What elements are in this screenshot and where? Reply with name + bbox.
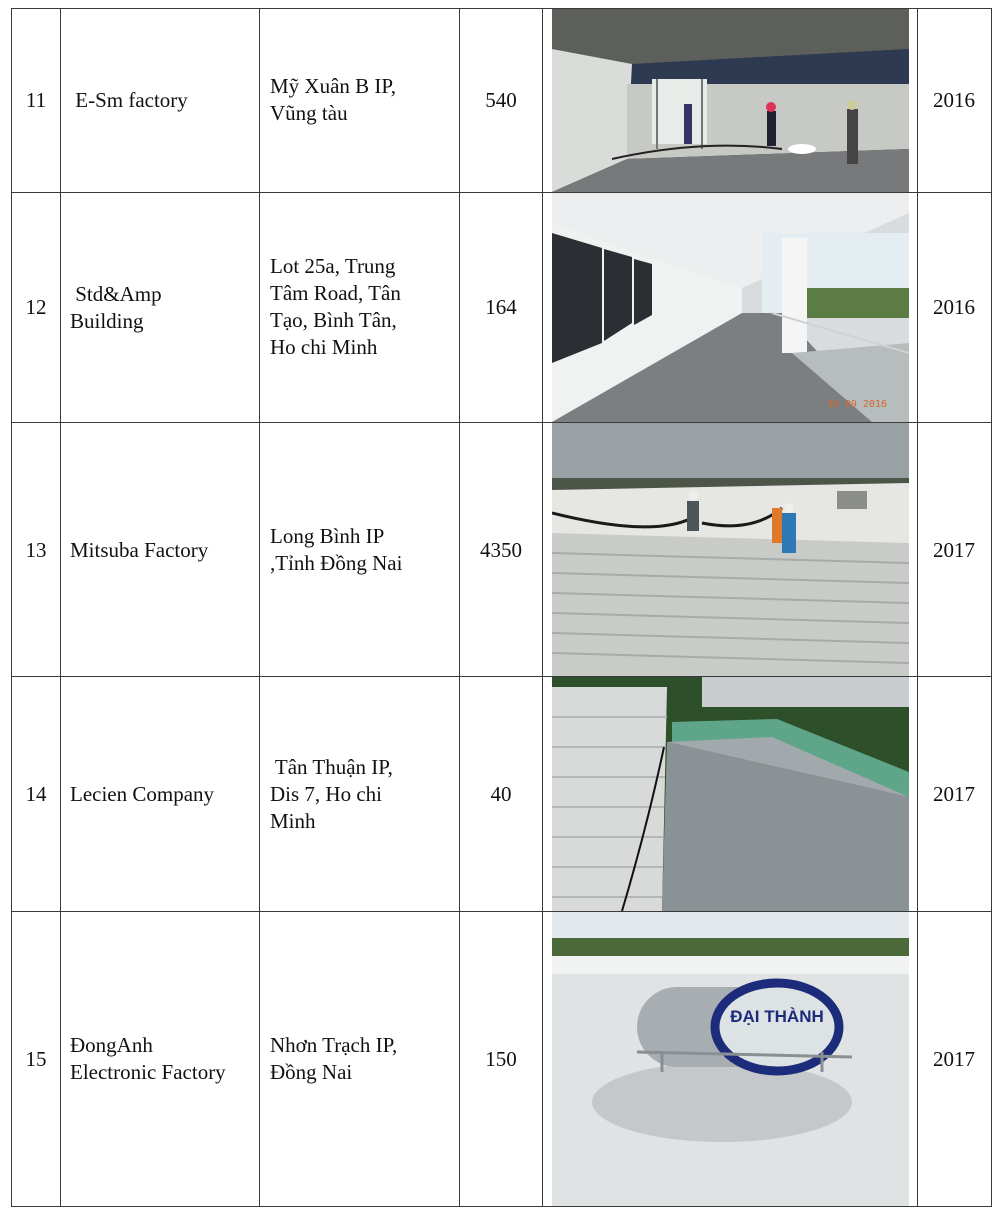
water-tank-photo	[552, 912, 909, 1206]
project-year: 2017	[933, 782, 975, 806]
project-location: Mỹ Xuân B IP, Vũng tàu	[270, 74, 397, 125]
project-name: E-Sm factory	[70, 88, 188, 112]
project-year: 2017	[933, 538, 975, 562]
row-number: 11	[25, 88, 47, 112]
project-name: Std&Amp Building	[70, 282, 162, 333]
project-area: 540	[485, 88, 517, 112]
project-area: 164	[485, 295, 517, 319]
project-year: 2016	[933, 88, 975, 112]
row-number: 14	[25, 782, 47, 806]
tank-brand-label: ĐẠI THÀNH	[730, 1007, 824, 1026]
project-area: 4350	[480, 538, 522, 562]
corridor-waterproofing-photo	[552, 193, 909, 422]
interior-coating-photo	[552, 9, 909, 192]
project-name: Mitsuba Factory	[70, 538, 209, 562]
project-area: 150	[485, 1047, 517, 1071]
row-number: 15	[25, 1047, 47, 1071]
project-location: Tân Thuận IP, Dis 7, Ho chi Minh	[270, 755, 393, 833]
project-location: Nhơn Trạch IP, Đồng Nai	[270, 1033, 398, 1084]
rooftop-gutter-photo	[552, 677, 909, 911]
project-year: 2016	[933, 295, 975, 319]
project-location: Lot 25a, Trung Tâm Road, Tân Tạo, Bình Tân, Ho chi Minh	[270, 254, 401, 359]
roof-spraying-photo	[552, 423, 909, 676]
project-year: 2017	[933, 1047, 975, 1071]
project-name: Lecien Company	[70, 782, 215, 806]
row-number: 13	[25, 538, 47, 562]
project-location: Long Bình IP ,Tỉnh Đồng Nai	[270, 524, 403, 575]
project-name: ĐongAnh Electronic Factory	[70, 1033, 226, 1084]
row-number: 12	[25, 295, 47, 319]
project-area: 40	[490, 782, 512, 806]
photo-date-stamp: 30 09 2016	[826, 399, 887, 410]
